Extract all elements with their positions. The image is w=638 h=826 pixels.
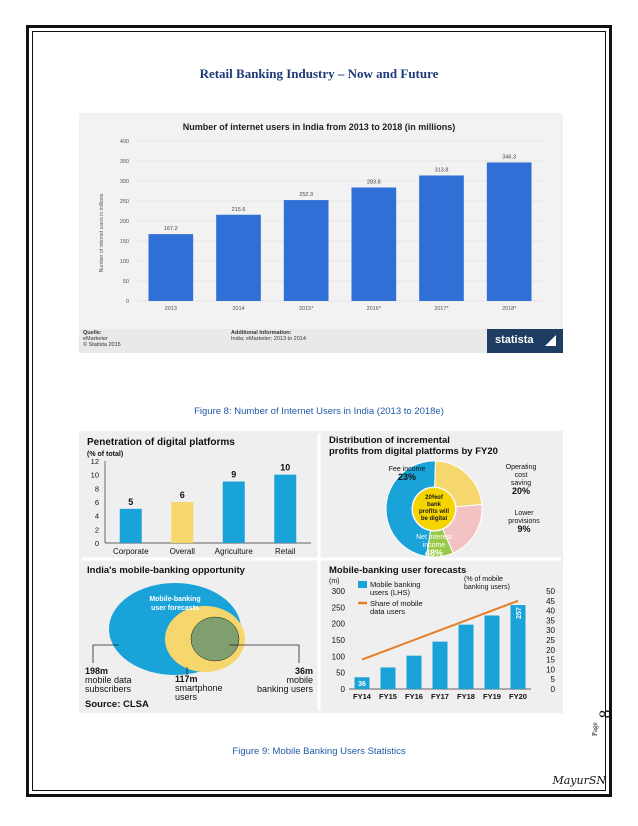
venn-inner-circle [191, 617, 239, 661]
source-line-2: © Statista 2015 [83, 342, 121, 348]
bar-value-label: 252.3 [299, 192, 314, 199]
y-tick-label: 200 [331, 619, 345, 629]
y-tick-label: 300 [119, 179, 129, 185]
source-block [83, 330, 121, 348]
page-label: Page [591, 722, 599, 736]
legend-label-bars: users (LHS) [370, 588, 411, 597]
pie-center-text: bank [426, 502, 442, 508]
bar [407, 656, 422, 689]
y2-tick-label: 0 [550, 685, 555, 694]
venn-source: Source: CLSA [85, 699, 149, 710]
penetration-title: Penetration of digital platforms [87, 437, 235, 448]
x-tick-label: FY16 [405, 692, 423, 701]
y-tick-label: 400 [119, 139, 129, 145]
page-title: Retail Banking Industry – Now and Future [199, 66, 439, 81]
bar [419, 175, 464, 301]
additional-info-label: Additional Information: [231, 330, 292, 336]
bar-value-label: 215.6 [231, 206, 246, 213]
x-tick-label: 2017* [434, 306, 449, 312]
x-tick-label: FY20 [509, 692, 527, 701]
internet-users-chart [79, 113, 563, 353]
page-number [591, 700, 615, 748]
bar-value-label: 167.2 [163, 226, 178, 233]
y2-tick-label: 50 [546, 587, 555, 596]
x-tick-label: FY18 [457, 692, 475, 701]
x-tick-label: Corporate [112, 547, 149, 556]
pie-label-lower-provisions: provisions [508, 518, 540, 525]
bar-value-label-last: 257 [516, 607, 523, 619]
mobile-banking-infographic [79, 431, 563, 713]
x-tick-label: 2014 [232, 306, 245, 312]
y2-tick-label: 10 [546, 665, 555, 675]
y-tick-label: 50 [122, 279, 129, 285]
bar [459, 625, 474, 689]
internet-users-chart-svg [79, 113, 563, 329]
bar [274, 475, 296, 543]
venn-title: India's mobile-banking opportunity [87, 565, 245, 576]
bar-value-label: 346.3 [502, 154, 517, 161]
bar-value-label: 9 [231, 469, 237, 480]
chart-title: Number of internet users in India from 2013 to 2018 (in millions) [182, 122, 456, 132]
venn-label-3a: mobile [286, 675, 313, 685]
bar [284, 200, 329, 301]
y-tick-label: 6 [94, 498, 99, 507]
additional-info-text: India; eMarketer; 2013 to 2014 [231, 336, 306, 342]
pie-center-text: profits will [419, 509, 449, 515]
bar [171, 502, 193, 543]
venn-label-1a: mobile data [85, 675, 132, 685]
additional-info-block [231, 330, 306, 342]
pie-label-operating-cost: cost [514, 472, 528, 479]
y2-tick-label: 25 [546, 636, 555, 645]
bar [433, 642, 448, 689]
y-tick-label: 250 [331, 603, 345, 613]
venn-label-2a: smartphone [175, 683, 223, 693]
pie-label-operating-cost-value: 20% [511, 486, 531, 496]
legend-label-bars: Mobile banking [370, 580, 421, 589]
venn-inner-title-1: Mobile-banking [149, 596, 201, 603]
y2-tick-label: 5 [550, 675, 555, 685]
bar [381, 667, 396, 689]
y-tick-label: 100 [331, 652, 345, 662]
x-tick-label: FY15 [379, 692, 397, 701]
statista-wordmark: statista [495, 334, 534, 346]
y2-tick-label: 35 [546, 616, 555, 626]
y-tick-label: 250 [119, 199, 129, 205]
x-tick-label: 2018* [501, 306, 517, 312]
y-tick-label: 0 [340, 685, 345, 694]
bar [485, 616, 500, 690]
bar-value-label: 5 [128, 496, 134, 507]
bar-value-label: 10 [280, 462, 291, 473]
venn-label-2b: users [175, 692, 198, 702]
bar [352, 187, 397, 301]
pie-label-net-interest-value: 48% [424, 548, 444, 558]
statista-mark-icon [545, 335, 556, 346]
y-tick-label: 4 [94, 511, 99, 521]
pie-label-lower-provisions: Lower [514, 510, 534, 517]
y-axis-label: Number of internet users in millions [99, 193, 105, 273]
pie-label-lower-provisions-value: 9% [517, 524, 531, 534]
venn-value-3: 36m [294, 666, 313, 676]
y-tick-label: 200 [119, 219, 129, 225]
y-tick-label: 50 [336, 668, 345, 678]
bar-value-label: 313.8 [434, 167, 449, 174]
y-tick-label: 10 [90, 470, 99, 480]
pie-label-fee-income: Fee income [388, 466, 426, 473]
y-tick-label: 0 [94, 539, 99, 548]
page-number-value: 8 [595, 709, 615, 719]
bar-value-label-first: 36 [358, 681, 366, 688]
forecast-title: Mobile-banking user forecasts [329, 565, 467, 576]
x-tick-label: Overall [169, 547, 195, 556]
pie-label-net-interest: Net interest [416, 534, 452, 541]
venn-label-1b: subscribers [85, 684, 132, 694]
venn-inner-title-2: user forecasts [151, 605, 199, 612]
legend-note: (% of mobile [464, 576, 503, 583]
venn-value-2: 117m [175, 674, 198, 684]
y-tick-label: 150 [119, 239, 129, 245]
y2-tick-label: 15 [546, 655, 555, 665]
y-tick-label: 12 [90, 457, 99, 466]
y2-tick-label: 30 [546, 626, 555, 636]
source-line-1: eMarketer [83, 336, 108, 342]
pie-label-net-interest: income [422, 542, 446, 549]
bar [149, 234, 194, 301]
pie-center-text: be digital [420, 516, 448, 522]
y2-tick-label: 45 [546, 596, 555, 606]
y2-tick-label: 40 [546, 606, 555, 616]
penetration-subtitle: (% of total) [87, 451, 124, 458]
y-tick-label: 100 [119, 259, 129, 265]
forecast-y-unit: (m) [329, 578, 340, 585]
bar-value-label: 283.8 [366, 179, 381, 186]
legend-swatch-bars [358, 581, 367, 588]
figure-8-caption: Figure 8: Number of Internet Users in India (2013 to 2018e) [194, 406, 444, 417]
y-tick-label: 8 [94, 484, 99, 494]
pie-center-text: 20%of [425, 495, 443, 501]
bar-value-label: 6 [179, 490, 185, 500]
x-tick-label: 2015* [298, 306, 314, 312]
pie-label-operating-cost: Operating [505, 464, 537, 471]
x-tick-label: Retail [275, 547, 296, 556]
pie-label-operating-cost: saving [510, 480, 532, 487]
venn-label-3b: banking users [256, 684, 313, 694]
bar [120, 509, 142, 543]
bar [487, 162, 532, 301]
profit-distribution-title: Distribution of incremental profits from digital platforms by FY20 [329, 435, 498, 457]
x-tick-label: FY19 [483, 692, 501, 701]
y-tick-label: 2 [94, 525, 99, 535]
y-tick-label: 0 [125, 299, 129, 305]
y-tick-label: 150 [331, 636, 345, 645]
legend-note: banking users) [464, 584, 510, 591]
x-tick-label: FY17 [431, 692, 449, 701]
bar [223, 482, 245, 544]
legend-label-line: Share of mobile [370, 599, 423, 608]
legend-label-line: data users [370, 607, 406, 616]
y2-tick-label: 20 [546, 645, 555, 655]
pie-label-fee-income-value: 23% [397, 472, 417, 482]
y-tick-label: 300 [331, 587, 345, 596]
x-tick-label: Agriculture [214, 547, 253, 556]
x-tick-label: 2016* [366, 306, 382, 312]
x-tick-label: 2013 [164, 306, 177, 312]
infographic-svg [79, 431, 563, 713]
venn-value-1: 198m [85, 666, 109, 676]
source-label: Quelle: [83, 330, 102, 336]
statista-logo [487, 329, 563, 353]
bar [216, 215, 261, 301]
author-name: MayurSN [552, 774, 606, 787]
y-tick-label: 350 [119, 159, 129, 165]
figure-9-caption: Figure 9: Mobile Banking Users Statistics [232, 746, 406, 757]
x-tick-label: FY14 [353, 692, 371, 701]
